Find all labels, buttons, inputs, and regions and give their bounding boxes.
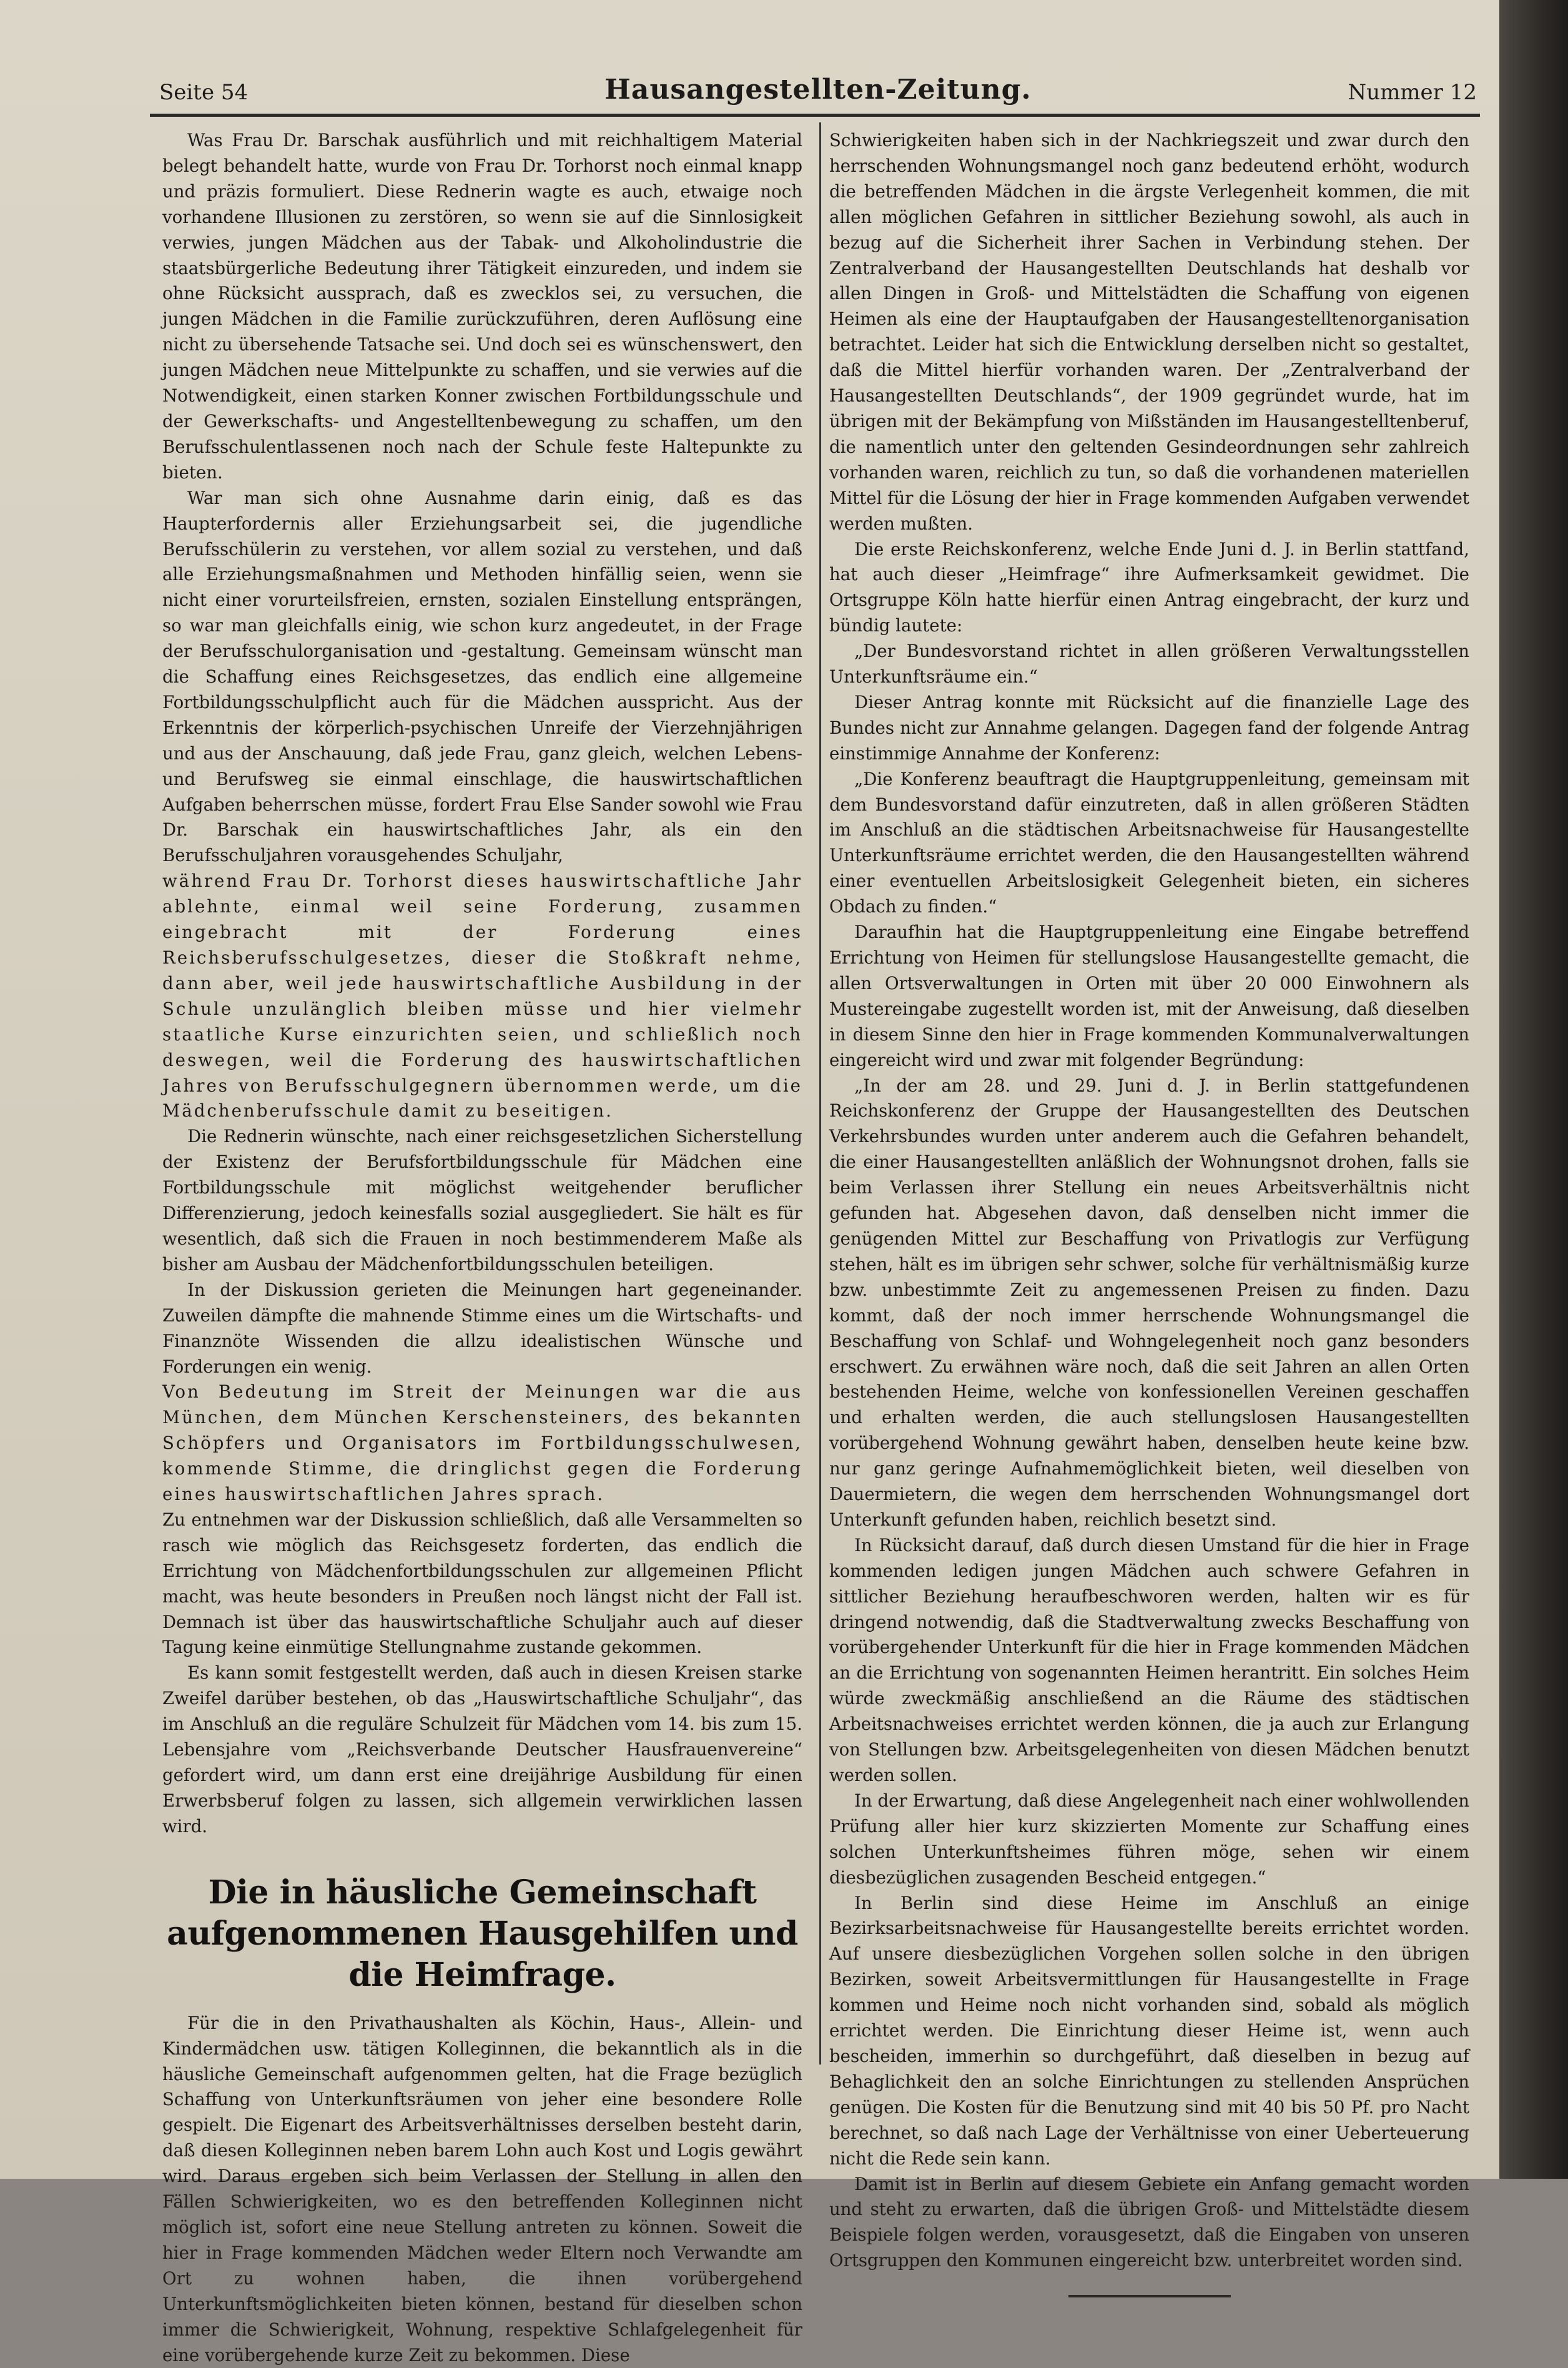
paragraph: Dieser Antrag konnte mit Rücksicht auf die finanzielle Lage des Bundes nicht zur Annahme gelangen. Dagegen fand der folgende Antrag einstimmige Annahme der Konferenz:: [829, 691, 1469, 764]
paragraph: Es kann somit festgestellt werden, daß auch in diesen Kreisen starke Zweifel darüber bestehen, ob das „Hauswirtschaftliche Schuljahr“, das im Anschluß an die reguläre Schulzeit für Mädchen vom 14. bis zum 15. Lebensjahre vom „Reichsverbande Deutscher Hausfrauenvereine“ gefordert wird, um dann erst eine dreijährige Ausbildung für einen Erwerbsberuf folgen zu lassen, sich allgemein verwirklichen lassen wird.: [162, 1662, 802, 1837]
paragraph: In der Diskussion gerieten die Meinungen hart gegeneinander. Zuweilen dämpfte die mahnende Stimme eines um die Wirtschafts- und Finanznöte Wissenden die allzu idealistischen Wünsche und Forderungen ein wenig.: [162, 1279, 802, 1377]
paragraph: In der Erwartung, daß diese Angelegenheit nach einer wohlwollenden Prüfung aller hier kurz skizzierten Momente zur Schaffung eines solchen Unterkunftsheimes führen möge, sehen wir einem diesbezüglichen zusagenden Bescheid entgegen.“: [829, 1790, 1469, 1888]
paragraph: Damit ist in Berlin auf diesem Gebiete ein Anfang gemacht worden und steht zu erwarten, daß die übrigen Groß- und Mittelstädte diesem Beispiele folgen werden, vorausgesetzt, daß die Eingaben von unseren Ortsgruppen den Kommunen eingereicht bzw. unterbreitet worden sind.: [829, 2173, 1469, 2271]
paragraph: War man sich ohne Ausnahme darin einig, daß es das Haupterfordernis aller Erziehungsarbeit sei, die jugendliche Berufsschülerin zu verstehen, vor allem sozial zu verstehen, und daß alle Erziehungsmaßnahmen und Methoden hinfällig seien, wenn sie nicht einer vorurteilsfreien, ernsten, sozialen Einstellung entsprängen, so war man gleichfalls einig, wie schon kurz angedeutet, in der Frage der Berufsschulorganisation und -gestaltung. Gemeinsam wünscht man die Schaffung eines Reichsgesetzes, das endlich eine allgemeine Fortbildungsschulpflicht auch für die Mädchen ausspricht. Aus der Erkenntnis der körperlich-psychischen Unreife der Vierzehnjährigen und aus der Anschauung, daß jede Frau, ganz gleich, welchen Lebens- und Berufsweg sie einmal einschlage, die hauswirtschaftlichen Aufgaben beherrschen müsse, fordert Frau Else Sander sowohl wie Frau Dr. Barschak ein hauswirtschaftliches Jahr, als ein den Berufsschuljahren vorausgehendes Schuljahr,: [162, 487, 802, 866]
paragraph: Daraufhin hat die Hauptgruppenleitung eine Eingabe betreffend Errichtung von Heimen für stellungslose Hausangestellte gemacht, die allen Ortsverwaltungen in Orten mit über 20 000 Einwohnern als Mustereingabe zugestellt worden ist, mit der Anweisung, daß dieselben in diesem Sinne den hier in Frage kommenden Kommunalverwaltungen eingereicht wird und zwar mit folgender Begründung:: [829, 922, 1469, 1070]
quoted-resolution: „Die Konferenz beauftragt die Hauptgruppenleitung, gemeinsam mit dem Bundesvorstand dafür einzutreten, daß in allen größeren Städten im Anschluß an die städtischen Arbeitsnachweise für Hausangestellte Unterkunftsräume errichtet werden, die den Hausangestellten während einer eventuellen Arbeitslosigkeit Gelegenheit bieten, ein sicheres Obdach zu finden.“: [829, 768, 1469, 917]
newspaper-title: Hausangestellten-Zeitung.: [604, 74, 1032, 106]
scan-shadow-edge: [1499, 0, 1568, 2179]
column-separator: [819, 122, 821, 2065]
header-rule: [150, 114, 1480, 117]
issue-number: Nummer 12: [1348, 80, 1477, 105]
paragraph: Zu entnehmen war der Diskussion schließlich, daß alle Versammelten so rasch wie möglich das Reichsgesetz forderten, das endlich die Errichtung von Mädchenfortbildungsschulen zur allgemeinen Pflicht macht, was heute besonders in Preußen noch längst nicht der Fall ist. Demnach ist über das hauswirtschaftliche Schuljahr auch auf dieser Tagung keine einmütige Stellungnahme zustande gekommen.: [162, 1509, 802, 1658]
page-header: [159, 74, 1477, 110]
quoted-petition: „In der am 28. und 29. Juni d. J. in Berlin stattgefundenen Reichskonferenz der Gruppe der Hausangestellten des Deutschen Verkehrsbundes wurden unter anderem auch die Gefahren behandelt, die einer Hausangestellten anläßlich der Wohnungsnot drohen, falls sie beim Verlassen ihrer Stellung ein neues Arbeitsverhältnis nicht gefunden hat. Abgesehen davon, daß denselben nicht immer die genügenden Mittel zur Beschaffung von Privatlogis zur Verfügung stehen, hält es im übrigen sehr schwer, solche für verhältnismäßig kurze bzw. unbestimmte Zeit zu angemessenen Preisen zu finden. Dazu kommt, daß der noch immer herrschende Wohnungsmangel die Beschaffung von Schlaf- und Wohngelegenheit noch ganz besonders erschwert. Zu erwähnen wäre noch, daß die seit Jahren an allen Orten bestehenden Heime, welche von konfessionellen Vereinen geschaffen und erhalten werden, die auch stellungslosen Hausangestellten vorübergehend Wohnung gewährt haben, denselben heute keine bzw. nur ganz geringe Aufnahmemöglichkeit bieten, weil dieselben von Dauermietern, die wegen dem herrschenden Wohnungsmangel dort Unterkunft gefunden haben, reichlich besetzt sind.: [829, 1075, 1469, 1530]
end-rule: [1068, 2295, 1231, 2297]
paragraph: Schwierigkeiten haben sich in der Nachkriegszeit und zwar durch den herrschenden Wohnungsmangel noch ganz bedeutend erhöht, wodurch die betreffenden Mädchen in die ärgste Verlegenheit kommen, die mit allen möglichen Gefahren in sittlicher Beziehung sowohl, als auch in bezug auf die Sicherheit ihrer Sachen in Verbindung stehen. Der Zentralverband der Hausangestellten Deutschlands hat deshalb vor allen Dingen in Groß- und Mittelstädten die Schaffung von eigenen Heimen als eine der Hauptaufgaben der Hausangestelltenorganisation betrachtet. Leider hat sich die Entwicklung derselben nicht so gestaltet, daß die Mittel hierfür vorhanden waren. Der „Zentralverband der Hausangestellten Deutschlands“, der 1909 gegründet wurde, hat im übrigen mit der Bekämpfung von Mißständen im Hausangestelltenberuf, die namentlich unter den geltenden Gesindeordnungen sehr zahlreich vorhanden waren, reichlich zu tun, so daß die vorhandenen materiellen Mittel für die Lösung der hier in Frage kommenden Aufgaben verwendet werden mußten.: [829, 130, 1469, 534]
paragraph: Die erste Reichskonferenz, welche Ende Juni d. J. in Berlin stattfand, hat auch dieser „Heimfrage“ ihre Aufmerksamkeit gewidmet. Die Ortsgruppe Köln hatte hierfür einen Antrag eingebracht, der kurz und bündig lautete:: [829, 538, 1469, 636]
paragraph-emphasized: Von Bedeutung im Streit der Meinungen war die aus München, dem München Kerschensteiners, des bekannten Schöpfers und Organisators im Fortbildungsschulwesen, kommende Stimme, die dringlichst gegen die Forderung eines hauswirtschaftlichen Jahres sprach.: [162, 1381, 802, 1505]
paragraph: In Rücksicht darauf, daß durch diesen Umstand für die hier in Frage kommenden ledigen jungen Mädchen auch schwere Gefahren in sittlicher Beziehung heraufbeschworen werden, halten wir es für dringend notwendig, daß die Stadtverwaltung zwecks Beschaffung von vorübergehender Unterkunft für die hier in Frage kommenden Mädchen an die Errichtung von sogenannten Heimen herantritt. Ein solches Heim würde zweckmäßig anschließend an die Räume des städtischen Arbeitsnachweises errichtet werden können, die ja auch zur Erlangung von Stellungen bzw. Arbeitsgelegenheiten von diesen Mädchen benutzt werden sollen.: [829, 1534, 1469, 1785]
paragraph: Die Rednerin wünschte, nach einer reichsgesetzlichen Sicherstellung der Existenz der Berufsfortbildungsschule für Mädchen eine Fortbildungsschule mit möglichst weitgehender beruflicher Differenzierung, jedoch keinesfalls sozial ausgegliedert. Sie hält es für wesentlich, daß sich die Frauen in noch bestimmenderem Maße als bisher am Ausbau der Mädchenfortbildungsschulen beteiligen.: [162, 1126, 802, 1275]
page-number: Seite 54: [159, 80, 249, 105]
article-headline: Die in häusliche Gemeinschaft aufgenommenen Hausgehilfen und die Heimfrage.: [167, 1873, 798, 1994]
paragraph-emphasized: während Frau Dr. Torhorst dieses hauswirtschaftliche Jahr ablehnte, einmal weil seine Forderung, zusammen eingebracht mit der Forderung eines Reichsberufsschulgesetzes, dieser die Stoßkraft nehme, dann aber, weil jede hauswirtschaftliche Ausbildung in der Schule unzulänglich bleiben müsse und hier vielmehr staatliche Kurse einzurichten seien, und schließlich noch deswegen, weil die Forderung des hauswirtschaftlichen Jahres von Berufsschulgegnern übernommen werde, um die Mädchenberufsschule damit zu beseitigen.: [162, 871, 802, 1122]
quoted-motion: „Der Bundesvorstand richtet in allen größeren Verwaltungsstellen Unterkunftsräume ein.“: [829, 641, 1469, 688]
paragraph: Für die in den Privathaushalten als Köchin, Haus-, Allein- und Kindermädchen usw. tätigen Kolleginnen, die bekanntlich als in die häusliche Gemeinschaft aufgenommen gelten, hat die Frage bezüglich Schaffung von Unterkunftsräumen von jeher eine besondere Rolle gespielt. Die Eigenart des Arbeitsverhältnisses derselben besteht darin, daß diesen Kolleginnen neben barem Lohn auch Kost und Logis gewährt wird. Daraus ergeben sich beim Verlassen der Stellung in allen den Fällen Schwierigkeiten, wo es den betreffenden Kolleginnen nicht möglich ist, sofort eine neue Stellung antreten zu können. Soweit die hier in Frage kommenden Mädchen weder Eltern noch Verwandte am Ort zu wohnen haben, die ihnen vorübergehend Unterkunftsmöglichkeiten bieten können, bestand für dieselben schon immer die Schwierigkeit, Wohnung, respektive Schlafgelegenheit für eine vorübergehende kurze Zeit zu bekommen. Diese: [162, 2012, 802, 2366]
right-column: [829, 128, 1469, 2297]
paragraph: Was Frau Dr. Barschak ausführlich und mit reichhaltigem Material belegt behandelt hatte, wurde von Frau Dr. Torhorst noch einmal knapp und präzis formuliert. Diese Rednerin wagte es auch, etwaige noch vorhandene Illusionen zu zerstören, so wenn sie auf die Sinnlosigkeit verwies, jungen Mädchen aus der Tabak- und Alkoholindustrie die staatsbürgerliche Bedeutung ihrer Tätigkeit einzureden, und indem sie ohne Rücksicht aussprach, daß es zwecklos sei, zu versuchen, die jungen Mädchen in die Familie zurückzuführen, deren Auflösung eine nicht zu übersehende Tatsache sei. Und doch sei es wünschenswert, den jungen Mädchen neue Mittelpunkte zu schaffen, und sie verwies auf die Notwendigkeit, einen starken Konner zwischen Fortbildungsschule und der Gewerkschafts- und Angestelltenbewegung zu schaffen, um den Berufsschulentlassenen noch nach der Schule feste Haltepunkte zu bieten.: [162, 130, 802, 483]
paragraph: In Berlin sind diese Heime im Anschluß an einige Bezirksarbeitsnachweise für Hausangestellte bereits errichtet worden. Auf unsere diesbezüglichen Vorgehen sollen solche in den übrigen Bezirken, soweit Arbeitsvermittlungen für Hausangestellte in Frage kommen und Heime noch nicht vorhanden sind, sobald als möglich errichtet werden. Die Einrichtung dieser Heime ist, wenn auch bescheiden, immerhin so durchgeführt, daß dieselben in bezug auf Behaglichkeit den an solche Einrichtungen zu stellenden Ansprüchen genügen. Die Kosten für die Benutzung sind mit 40 bis 50 Pf. pro Nacht berechnet, so daß nach Lage der Verhältnisse von einer Ueberteuerung nicht die Rede sein kann.: [829, 1892, 1469, 2169]
left-column: [162, 128, 802, 2368]
